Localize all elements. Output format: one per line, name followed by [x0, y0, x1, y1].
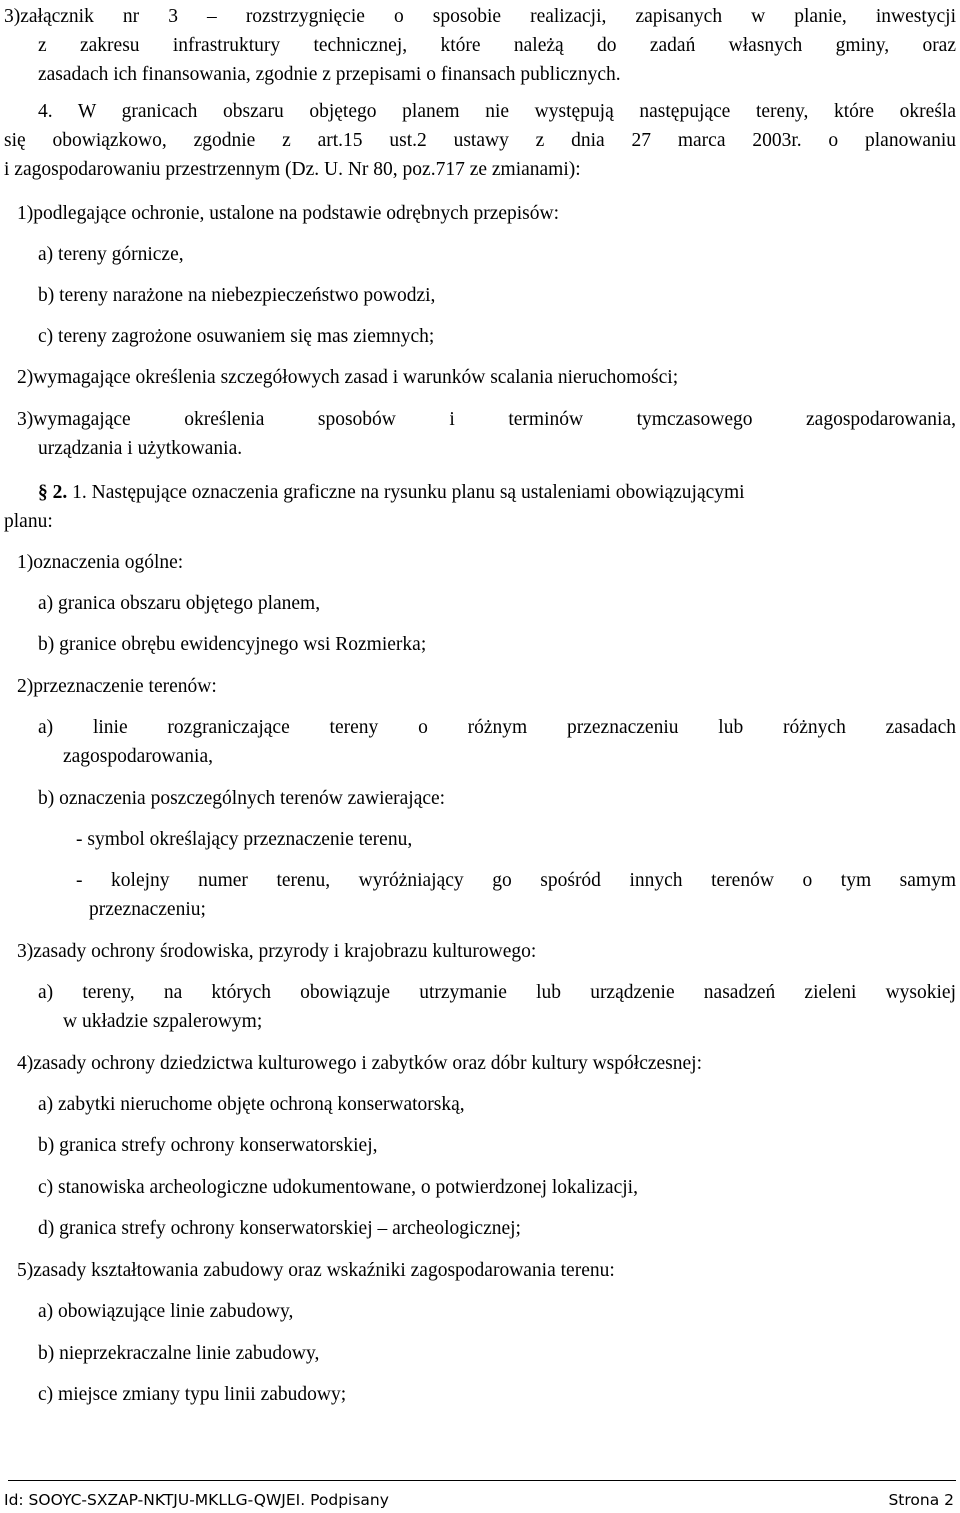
list-item: 3)zasady ochrony środowiska, przyrody i krajobrazu kulturowego:	[17, 941, 537, 962]
list-item: 5)zasady kształtowania zabudowy oraz wskaźniki zagospodarowania terenu:	[17, 1260, 615, 1281]
list-item: b) nieprzekraczalne linie zabudowy,	[38, 1343, 320, 1364]
paragraph-line: i zagospodarowaniu przestrzennym (Dz. U. Nr 80, poz.717 ze zmianami):	[4, 159, 581, 180]
list-item: c) stanowiska archeologiczne udokumentowane, o potwierdzonej lokalizacji,	[38, 1177, 638, 1198]
section-line	[38, 478, 956, 507]
list-item: urządzania i użytkowania.	[38, 438, 243, 459]
list-item: b) tereny narażone na niebezpieczeństwo powodzi,	[38, 285, 436, 306]
list-item: a) zabytki nieruchome objęte ochroną konserwatorską,	[38, 1094, 465, 1115]
paragraph-line: planu:	[4, 511, 53, 532]
list-item: c) tereny zagrożone osuwaniem się mas ziemnych;	[38, 326, 435, 347]
footer-page-number: Strona 2	[888, 1491, 954, 1509]
list-item: 2)wymagające określenia szczegółowych zasad i warunków scalania nieruchomości;	[17, 367, 679, 388]
list-item: b) granica strefy ochrony konserwatorskiej,	[38, 1135, 378, 1156]
paragraph-line: 4. W granicach obszaru objętego planem nie występują następujące tereny, które określa	[38, 101, 956, 122]
list-item: d) granica strefy ochrony konserwatorskiej – archeologicznej;	[38, 1218, 521, 1239]
list-item: b) granice obrębu ewidencyjnego wsi Rozmierka;	[38, 634, 427, 655]
paragraph-line: z zakresu infrastruktury technicznej, które należą do zadań własnych gminy, oraz	[38, 35, 956, 56]
list-item: zagospodarowania,	[63, 746, 213, 767]
section-number: § 2.	[38, 482, 68, 503]
list-item: 1)podlegające ochronie, ustalone na podstawie odrębnych przepisów:	[17, 203, 560, 224]
list-item: 3)wymagające określenia sposobów i terminów tymczasowego zagospodarowania,	[17, 409, 956, 430]
paragraph-line: zasadach ich finansowania, zgodnie z przepisami o finansach publicznych.	[38, 64, 621, 85]
list-item: w układzie szpalerowym;	[63, 1011, 263, 1032]
list-item: przeznaczeniu;	[89, 899, 206, 920]
list-item: c) miejsce zmiany typu linii zabudowy;	[38, 1384, 347, 1405]
footer-divider	[8, 1480, 956, 1481]
list-item: 4)zasady ochrony dziedzictwa kulturowego i zabytków oraz dóbr kultury współczesnej:	[17, 1053, 702, 1074]
list-item: - kolejny numer terenu, wyróżniający go spośród innych terenów o tym samym	[76, 870, 956, 891]
list-item: a) tereny górnicze,	[38, 244, 184, 265]
list-item: 1)oznaczenia ogólne:	[17, 552, 184, 573]
list-item: a) obowiązujące linie zabudowy,	[38, 1301, 294, 1322]
list-item: a) tereny, na których obowiązuje utrzymanie lub urządzenie nasadzeń zieleni wysokiej	[38, 982, 956, 1003]
list-item: a) granica obszaru objętego planem,	[38, 593, 321, 614]
list-item: a) linie rozgraniczające tereny o różnym przeznaczeniu lub różnych zasadach	[38, 717, 956, 738]
paragraph-line: się obowiązkowo, zgodnie z art.15 ust.2 ustawy z dnia 27 marca 2003r. o planowaniu	[4, 130, 956, 151]
list-item: 2)przeznaczenie terenów:	[17, 676, 217, 697]
section-text: 1. Następujące oznaczenia graficzne na rysunku planu są ustaleniami obowiązującymi	[72, 482, 745, 503]
list-item: b) oznaczenia poszczególnych terenów zawierające:	[38, 788, 446, 809]
paragraph-line: 3)załącznik nr 3 – rozstrzygnięcie o sposobie realizacji, zapisanych w planie, inwestycji	[4, 6, 956, 27]
list-item: - symbol określający przeznaczenie terenu,	[76, 829, 413, 850]
footer-document-id: Id: SOOYC-SXZAP-NKTJU-MKLLG-QWJEI. Podpisany	[4, 1491, 389, 1509]
